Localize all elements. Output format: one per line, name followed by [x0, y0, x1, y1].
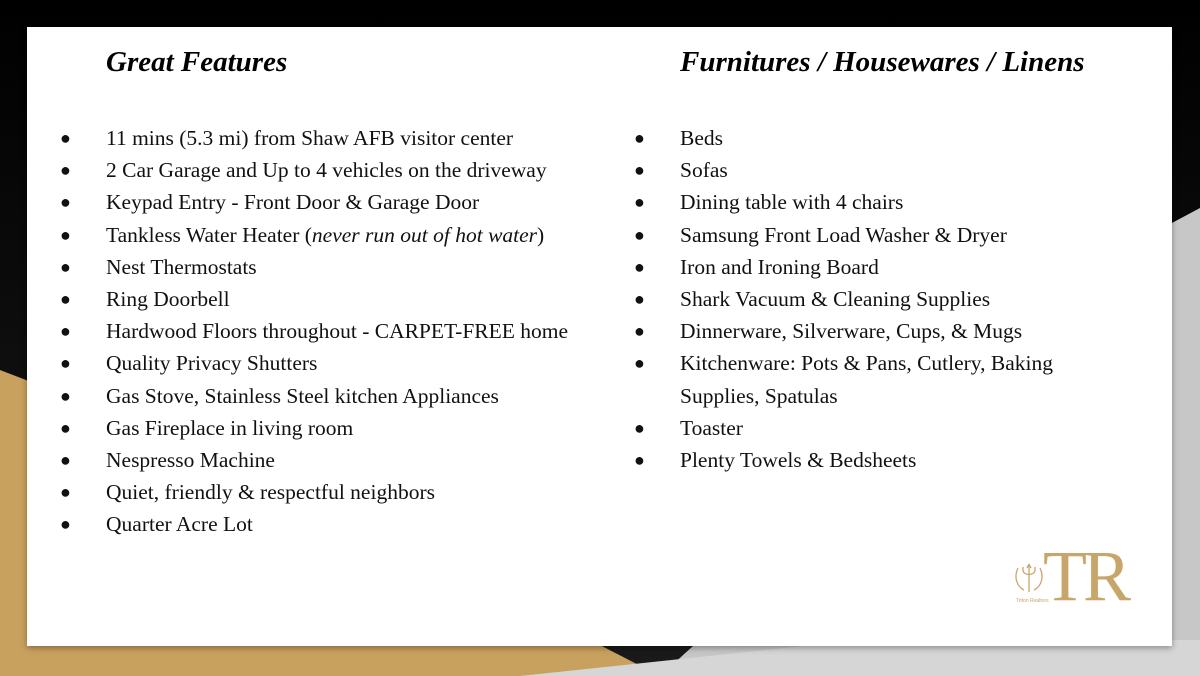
list-item-text-main: Kitchenware: Pots & Pans, Cutlery, Baking Supplies, Spatulas [680, 351, 1054, 408]
list-item [0, 444, 600, 476]
list-item-text-main: Quiet, friendly & respectful neighbors [106, 480, 435, 505]
list-item [0, 219, 600, 251]
list-item-text [680, 223, 1007, 247]
bullet-icon: ● [60, 353, 71, 374]
list-item-text-main: Ring Doorbell [106, 287, 230, 312]
list-item [0, 380, 600, 412]
bullet-icon: ● [60, 417, 71, 438]
list-item-text-main: Toaster [680, 415, 743, 440]
list-item [0, 476, 600, 508]
bullet-icon: ● [60, 256, 71, 277]
list-item-text [106, 190, 479, 214]
list-item [0, 508, 600, 540]
list-item-text-main: Plenty Towels & Bedsheets [680, 448, 917, 473]
list-item [574, 347, 1134, 411]
list-item-text-main: Dining table with 4 chairs [680, 190, 904, 215]
bullet-icon: ● [634, 450, 645, 471]
list-item-text-main: Shark Vacuum & Cleaning Supplies [680, 287, 991, 312]
bullet-icon: ● [60, 321, 71, 342]
great-features-list [0, 122, 600, 541]
list-item-text-italic: never run out of hot water [311, 222, 538, 247]
list-item-text [106, 384, 499, 408]
list-item-text [680, 287, 990, 311]
list-item-text-main: Gas Fireplace in living room [106, 415, 354, 440]
list-item [574, 412, 1134, 444]
bullet-icon: ● [634, 417, 645, 438]
bullet-icon: ● [60, 160, 71, 181]
list-item-text [106, 287, 230, 311]
list-item-text-main: Gas Stove, Stainless Steel kitchen Appliances [106, 383, 499, 408]
list-item-text [106, 255, 257, 279]
bullet-icon: ● [634, 256, 645, 277]
list-item [574, 283, 1134, 315]
list-item [0, 122, 600, 154]
list-item-text-main: Keypad Entry - Front Door & Garage Door [106, 190, 480, 215]
bullet-icon: ● [634, 321, 645, 342]
furnitures-title: Furnitures / Housewares / Linens [680, 46, 1085, 78]
list-item [0, 347, 600, 379]
list-item-text-after: ) [537, 222, 545, 247]
bullet-icon: ● [634, 289, 645, 310]
logo-subtitle: Triton Realtors [1016, 598, 1049, 604]
bullet-icon: ● [60, 128, 71, 148]
bullet-icon: ● [60, 385, 71, 406]
bullet-icon: ● [60, 450, 71, 471]
list-item-text-main: Nest Thermostats [106, 254, 257, 279]
list-item-text [106, 158, 547, 182]
bullet-icon: ● [634, 192, 645, 213]
list-item-text [680, 126, 723, 150]
list-item-text-main: Iron and Ironing Board [680, 254, 879, 279]
list-item-text [106, 351, 317, 375]
list-item-text [106, 416, 353, 440]
list-item-text [106, 512, 253, 536]
list-item-text [106, 480, 435, 504]
list-item-text [680, 416, 743, 440]
list-item [574, 251, 1134, 283]
list-item-text [680, 190, 903, 214]
great-features-title: Great Features [106, 46, 288, 78]
logo-letters: TR [1043, 536, 1128, 616]
list-item-text-main: 2 Car Garage and Up to 4 vehicles on the driveway [106, 158, 547, 183]
list-item [0, 412, 600, 444]
bullet-icon: ● [634, 224, 645, 245]
bullet-icon: ● [634, 128, 645, 148]
list-item [0, 186, 600, 218]
list-item-text [106, 319, 568, 343]
list-item-text [680, 255, 879, 279]
list-item-text-main: Nespresso Machine [106, 448, 275, 473]
list-item-text-main: Dinnerware, Silverware, Cups, & Mugs [680, 319, 1023, 344]
list-item-text-main: Quarter Acre Lot [106, 512, 253, 537]
list-item [574, 122, 1134, 154]
bullet-icon: ● [60, 514, 71, 535]
bullet-icon: ● [634, 353, 645, 374]
list-item-text-main: Tankless Water Heater ( [106, 222, 312, 247]
list-item [574, 219, 1134, 251]
bullet-icon: ● [60, 289, 71, 310]
list-item [0, 283, 600, 315]
furnitures-list [574, 122, 1134, 476]
bullet-icon: ● [60, 192, 71, 213]
list-item [574, 315, 1134, 347]
list-item [0, 154, 600, 186]
list-item-text-main: Sofas [680, 158, 728, 183]
list-item [574, 154, 1134, 186]
list-item-text-main: 11 mins (5.3 mi) from Shaw AFB visitor center [106, 126, 514, 150]
list-item-text [680, 351, 1053, 407]
list-item-text [106, 448, 275, 472]
list-item-text-main: Beds [680, 126, 723, 150]
list-item-text [680, 319, 1022, 343]
bullet-icon: ● [634, 160, 645, 181]
list-item [0, 251, 600, 283]
list-item-text [680, 448, 916, 472]
list-item-text-main: Quality Privacy Shutters [106, 351, 318, 376]
list-item-text-main: Samsung Front Load Washer & Dryer [680, 222, 1007, 247]
trident-wreath-icon [1014, 560, 1044, 596]
list-item [0, 315, 600, 347]
bullet-icon: ● [60, 224, 71, 245]
list-item-text [680, 158, 728, 182]
list-item-text [106, 223, 544, 247]
bullet-icon: ● [60, 482, 71, 503]
list-item [574, 186, 1134, 218]
list-item [574, 444, 1134, 476]
list-item-text-main: Hardwood Floors throughout - CARPET-FREE home [106, 319, 569, 344]
list-item-text [106, 126, 513, 150]
